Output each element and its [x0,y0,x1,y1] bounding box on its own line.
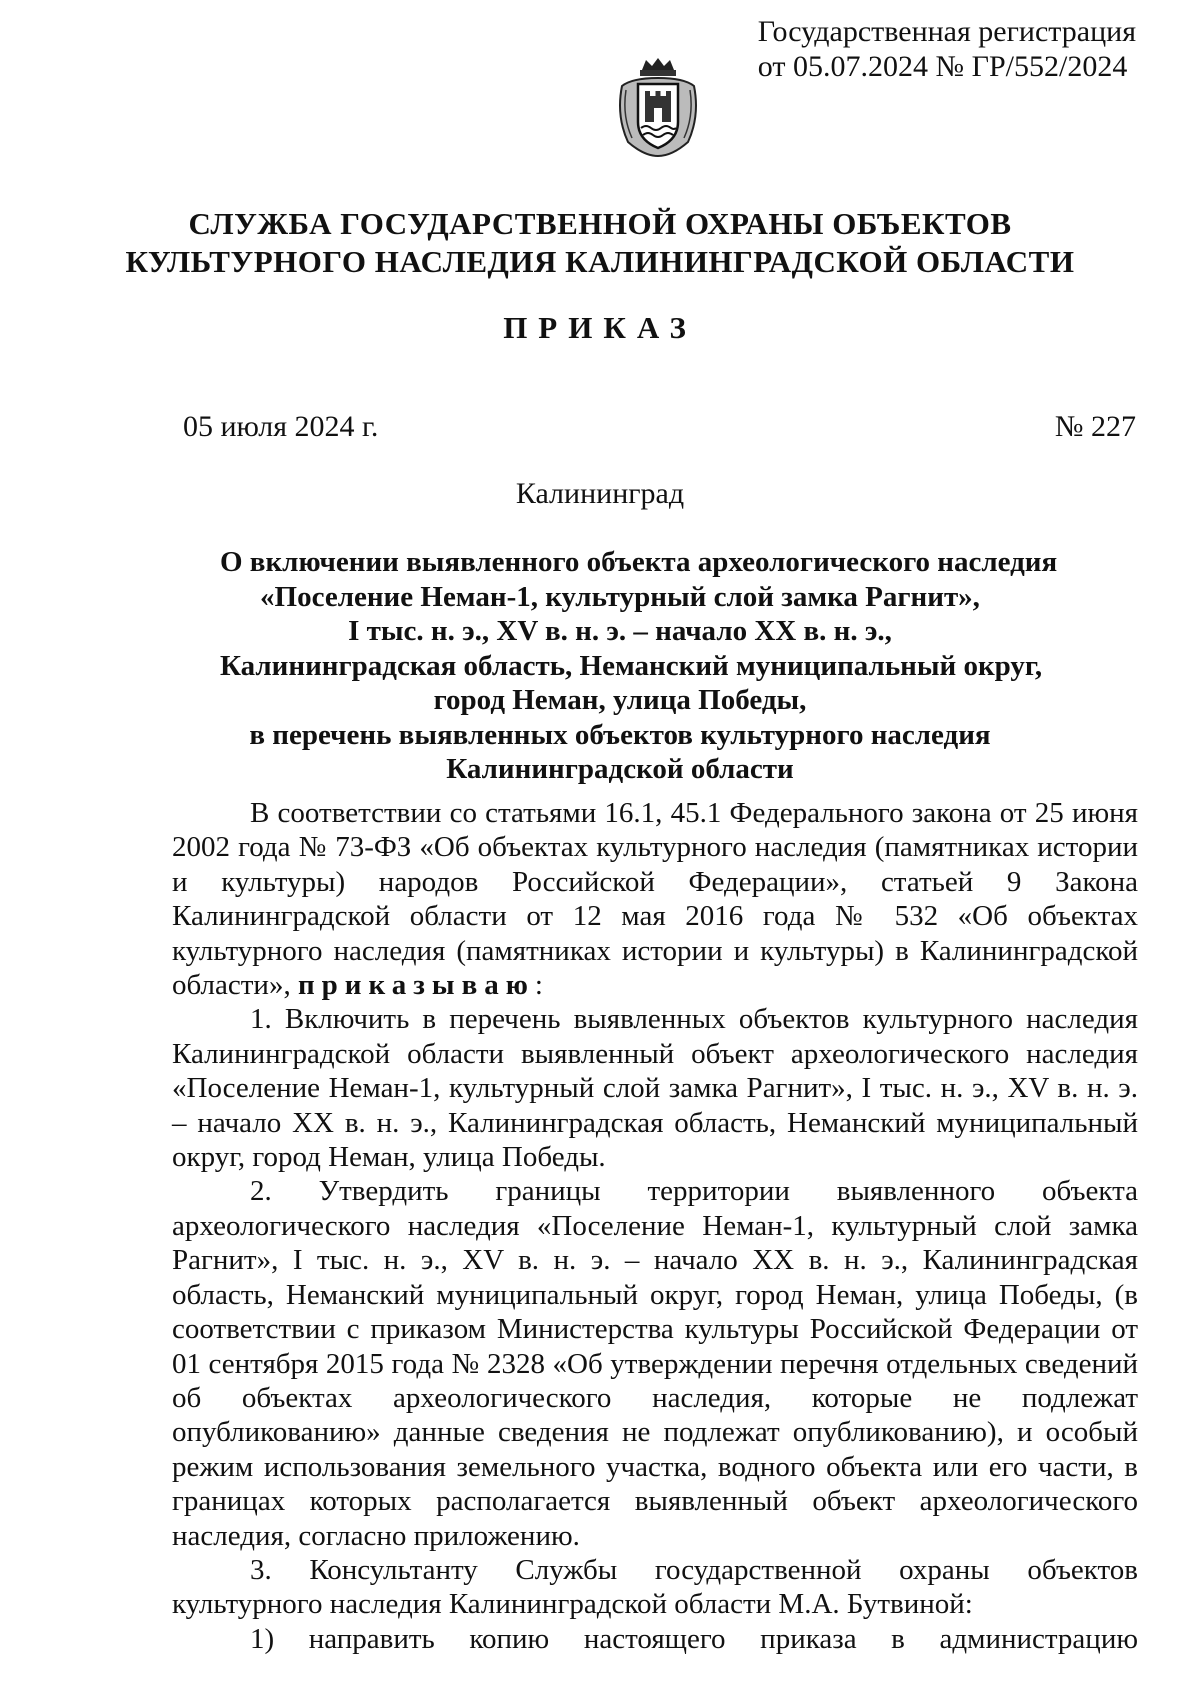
document-title [220,545,1058,787]
title-line: город Неман, улица Победы, [433,684,807,716]
document-city: Калининград [515,477,685,510]
order-colon: : [534,969,543,1002]
registration-line-2: от 05.07.2024 № ГР/552/2024 [757,50,1128,83]
registration-stamp [758,14,1136,84]
registration-line-1: Государственная регистрация [757,15,1136,48]
title-line: О включении выявленного объекта археологического наследия [220,546,1058,578]
document-number: № 227 [1054,410,1136,443]
document-type: ПРИКАЗ [503,310,697,345]
title-line: Калининградская область, Неманский муниципальный округ, [220,649,1043,682]
item-1-paragraph: 1. Включить в перечень выявленных объектов культурного наследия Калининградской области выявленный объект археологического наследия «Поселение Неман-1, культурный слой замка Рагнит», I тыс. н. э., XV в. н. э. – начало XX в. н. э., Калининградская область, Неманский муниципальный округ, город Неман, улица Победы. [172,1003,1138,1174]
preamble-text: В соответствии со статьями 16.1, 45.1 Федерального закона от 25 июня 2002 года № 73-ФЗ «Об объектах культурного наследия (памятниках истории и культуры) народов Российской Федерации», статьей 9 Закона Калининградской области от 12 мая 2016 года № 532 «Об объектах культурного наследия (памятниках истории и культуры) в Калининградской области», [172,797,1138,1002]
item-2-paragraph: 2. Утвердить границы территории выявленного объекта археологического наследия «Поселение Неман-1, культурный слой замка Рагнит», I тыс. н. э., XV в. н. э. – начало XX в. н. э., Калининградская область, Неманский муниципальный округ, город Неман, улица Победы, (в соответствии с приказом Министерства культуры Российской Федерации от 01 сентября 2015 года № 2328 «Об утверждении перечня отдельных сведений об объектах археологического наследия, которые не подлежат опубликованию» данные сведения не подлежат опубликованию), и особый режим использования земельного участка, водного объекта или его части, в границах которых располагается выявленный объект археологического наследия, согласно приложению. [172,1175,1138,1552]
agency-header [0,205,1200,281]
item-3-1-paragraph: 1) направить копию настоящего приказа в администрацию [250,1622,1138,1655]
preamble-paragraph [172,796,1138,1002]
item-3-paragraph: 3. Консультанту Службы государственной охраны объектов культурного наследия Калининградской области М.А. Бутвиной: [172,1553,1138,1621]
agency-header-line-1: СЛУЖБА ГОСУДАРСТВЕННОЙ ОХРАНЫ ОБЪЕКТОВ [188,206,1012,241]
agency-header-line-2: КУЛЬТУРНОГО НАСЛЕДИЯ КАЛИНИНГРАДСКОЙ ОБЛАСТИ [125,244,1075,279]
title-line: Калининградской области [446,753,794,785]
coat-of-arms-icon [614,56,702,158]
title-line: в перечень выявленных объектов культурного наследия [249,718,991,751]
title-line: «Поселение Неман-1, культурный слой замка Рагнит», [260,580,980,613]
title-line: I тыс. н. э., XV в. н. э. – начало XX в. н. э., [348,615,892,647]
document-date: 05 июля 2024 г. [183,410,379,443]
document-body [172,796,1138,1656]
order-word: приказываю [297,969,535,1002]
